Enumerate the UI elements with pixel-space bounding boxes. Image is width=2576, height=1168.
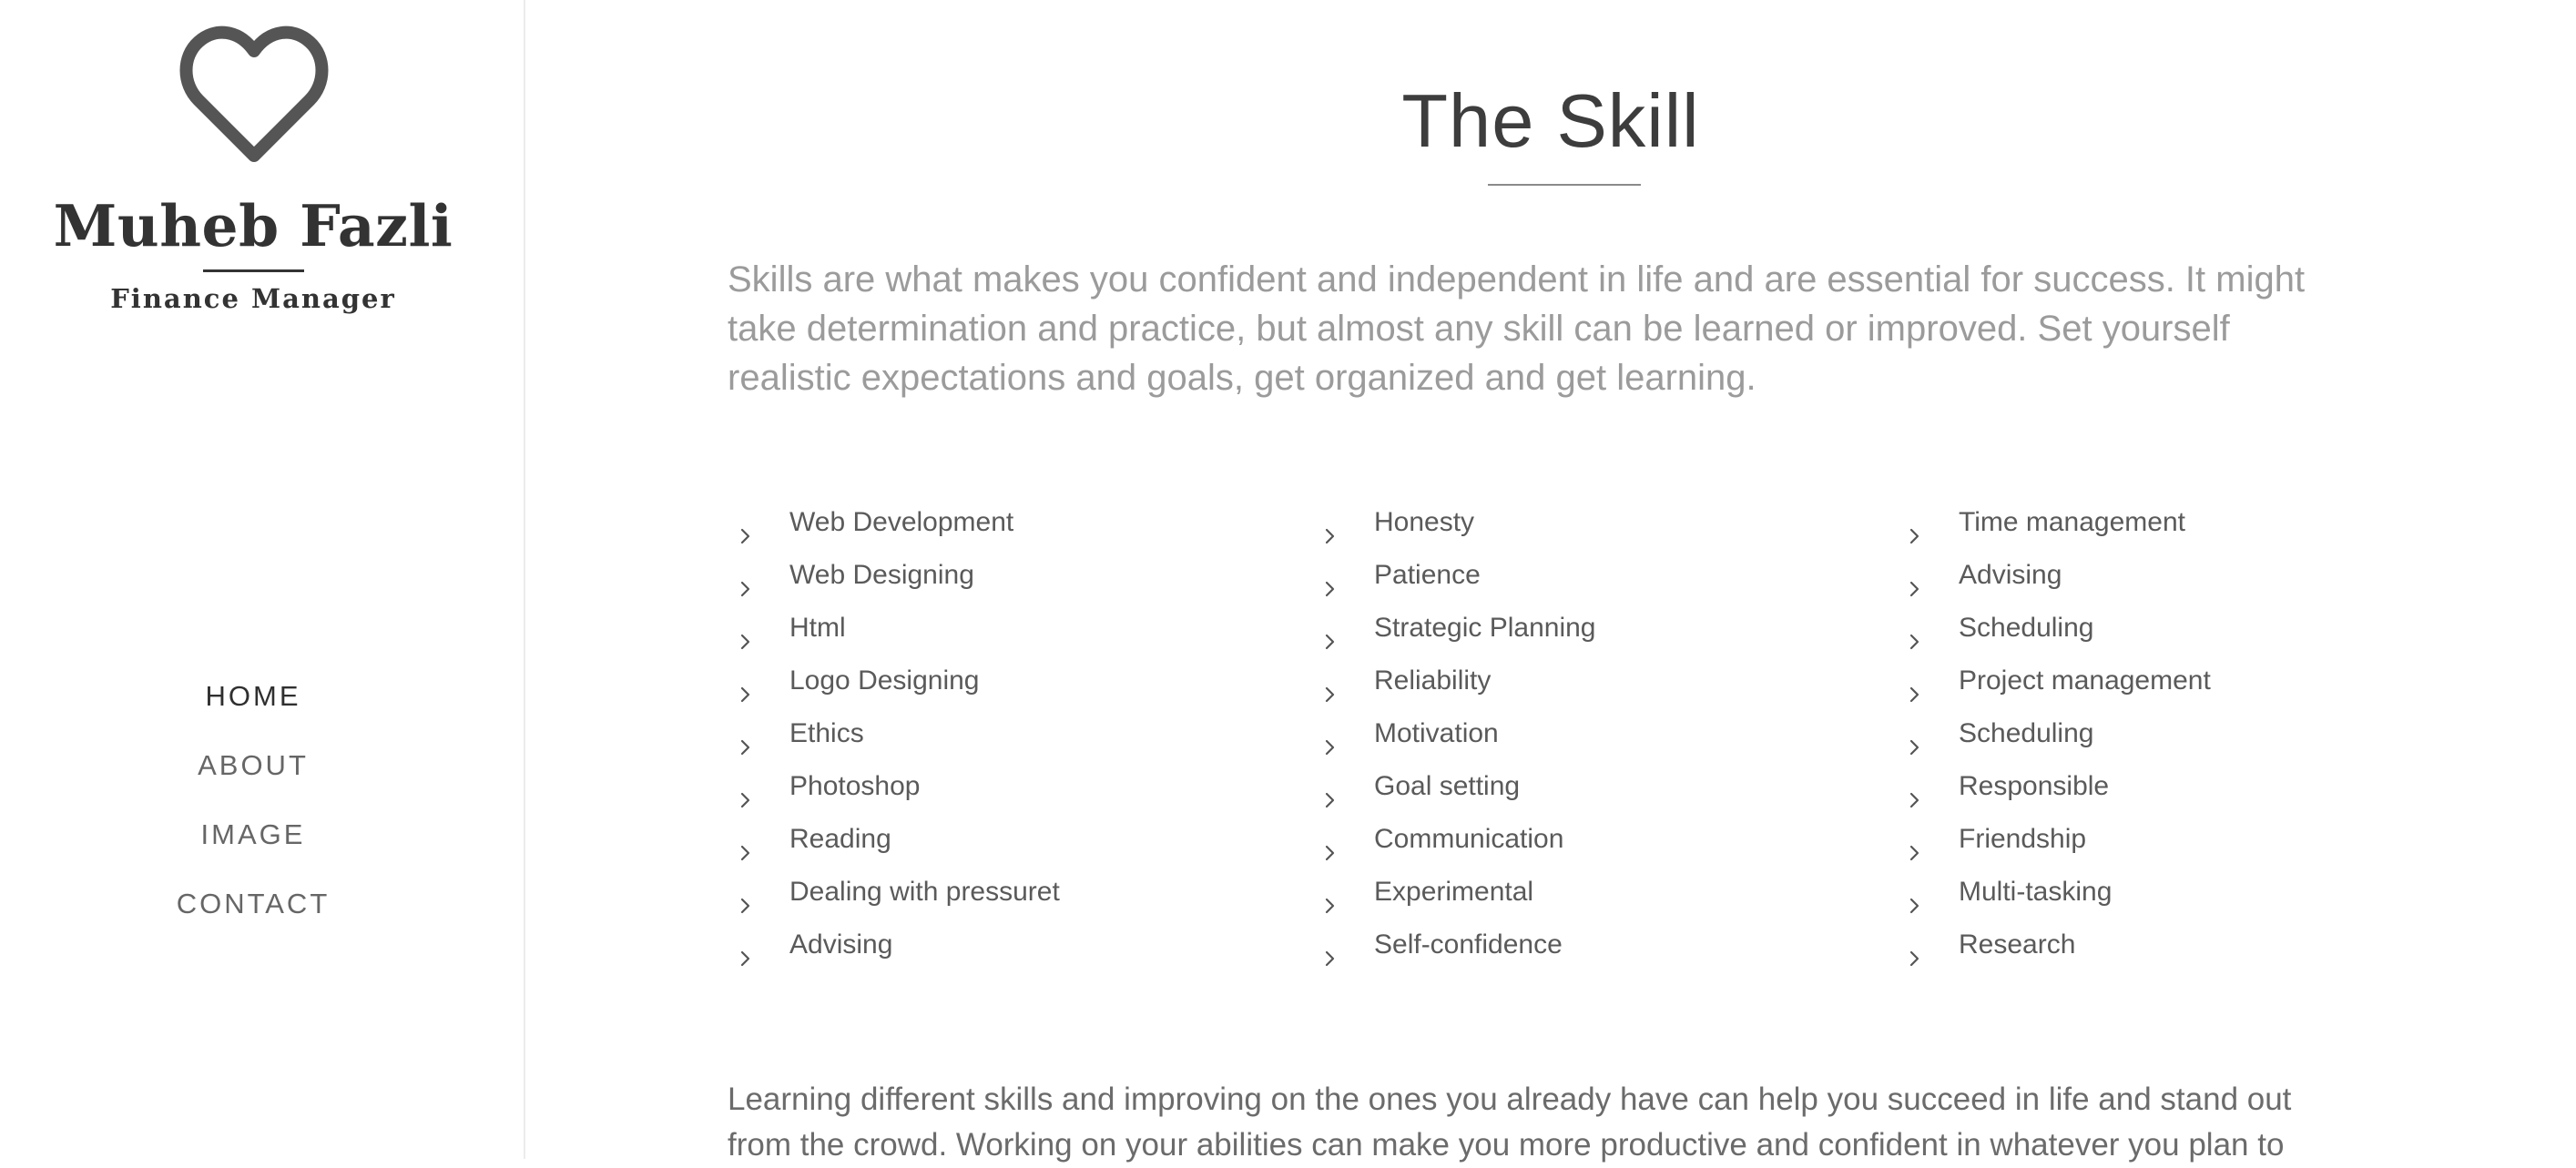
chevron-right-icon xyxy=(1906,775,1924,793)
skill-item xyxy=(1897,707,2461,760)
skills-column-2 xyxy=(1312,496,1877,971)
chevron-right-icon xyxy=(1906,511,1924,529)
skill-item xyxy=(1312,866,1877,919)
skill-label: Logo Designing xyxy=(789,665,980,696)
skill-item xyxy=(728,496,1292,549)
brand-divider xyxy=(203,269,304,272)
skill-item xyxy=(728,813,1292,866)
chevron-right-icon xyxy=(1321,564,1339,582)
skill-item xyxy=(728,707,1292,760)
brand-role: Finance Manager xyxy=(110,283,396,314)
skill-item xyxy=(1312,549,1877,602)
skill-label: Html xyxy=(789,613,846,643)
chevron-right-icon xyxy=(1906,669,1924,687)
skill-label: Project management xyxy=(1959,665,2211,696)
skill-label: Responsible xyxy=(1959,771,2110,801)
skills-column-3 xyxy=(1897,496,2461,971)
skill-label: Scheduling xyxy=(1959,613,2094,643)
skill-label: Web Designing xyxy=(789,560,974,590)
skill-item xyxy=(1312,602,1877,655)
skill-label: Reliability xyxy=(1374,665,1492,696)
chevron-right-icon xyxy=(737,564,755,582)
chevron-right-icon xyxy=(1321,880,1339,899)
brand-name: Muheb Fazli xyxy=(53,192,453,259)
skill-label: Honesty xyxy=(1374,507,1475,537)
skills-column-1 xyxy=(728,496,1292,971)
skill-item xyxy=(728,919,1292,971)
skill-item xyxy=(1312,760,1877,813)
skill-label: Ethics xyxy=(789,718,864,748)
chevron-right-icon xyxy=(1906,722,1924,740)
skill-label: Communication xyxy=(1374,824,1564,854)
skill-item xyxy=(1312,707,1877,760)
skill-label: Patience xyxy=(1374,560,1481,590)
skill-label: Multi-tasking xyxy=(1959,877,2113,907)
skill-label: Web Development xyxy=(789,507,1014,537)
chevron-right-icon xyxy=(737,511,755,529)
chevron-right-icon xyxy=(1321,722,1339,740)
skill-item xyxy=(1897,813,2461,866)
skill-item xyxy=(1897,760,2461,813)
skill-item xyxy=(728,602,1292,655)
chevron-right-icon xyxy=(1321,775,1339,793)
skill-item xyxy=(1897,919,2461,971)
outro-text: Learning different skills and improving on the ones you already have can help you succeed in life and stand out from the crowd. Working on your abilities can make you more productive and confident in whatever you plan to xyxy=(728,1082,2292,1163)
skill-label: Dealing with pressuret xyxy=(789,877,1060,907)
skill-label: Research xyxy=(1959,929,2076,960)
skill-item xyxy=(1897,602,2461,655)
skill-item xyxy=(728,549,1292,602)
skill-item xyxy=(728,866,1292,919)
skill-label: Reading xyxy=(789,824,891,854)
intro-text: Skills are what makes you confident and independent in life and are essential for success. It might take determination and practice, but almost any skill can be learned or improved. Set yourself realistic expectations and goals, get organized and get learning. xyxy=(728,259,2306,398)
skill-label: Strategic Planning xyxy=(1374,613,1596,643)
skill-item xyxy=(1897,496,2461,549)
chevron-right-icon xyxy=(1906,564,1924,582)
title-divider xyxy=(1488,184,1641,186)
chevron-right-icon xyxy=(1321,828,1339,846)
skill-item xyxy=(1312,496,1877,549)
chevron-right-icon xyxy=(1321,616,1339,635)
skill-label: Motivation xyxy=(1374,718,1499,748)
chevron-right-icon xyxy=(737,933,755,951)
chevron-right-icon xyxy=(1906,828,1924,846)
skill-item xyxy=(1897,549,2461,602)
skill-item xyxy=(1312,919,1877,971)
skill-label: Self-confidence xyxy=(1374,929,1563,960)
skill-label: Goal setting xyxy=(1374,771,1521,801)
chevron-right-icon xyxy=(1321,511,1339,529)
skill-label: Photoshop xyxy=(789,771,921,801)
sidebar xyxy=(0,0,525,1159)
skill-item xyxy=(1312,813,1877,866)
nav-image[interactable]: IMAGE xyxy=(200,818,306,850)
skill-label: Advising xyxy=(789,929,893,960)
skill-label: Friendship xyxy=(1959,824,2087,854)
skill-item xyxy=(1897,655,2461,707)
page-title: The Skill xyxy=(1401,78,1700,163)
chevron-right-icon xyxy=(1321,933,1339,951)
main-nav xyxy=(0,670,506,947)
skill-label: Time management xyxy=(1959,507,2185,537)
chevron-right-icon xyxy=(737,828,755,846)
skill-item xyxy=(728,655,1292,707)
skill-item xyxy=(1897,866,2461,919)
skill-label: Experimental xyxy=(1374,877,1534,907)
chevron-right-icon xyxy=(737,722,755,740)
nav-home[interactable]: HOME xyxy=(205,680,301,712)
chevron-right-icon xyxy=(737,775,755,793)
nav-about[interactable]: ABOUT xyxy=(198,749,309,781)
chevron-right-icon xyxy=(1906,933,1924,951)
main-content xyxy=(525,0,2576,1163)
nav-contact[interactable]: CONTACT xyxy=(176,888,331,919)
skill-item xyxy=(728,760,1292,813)
chevron-right-icon xyxy=(1906,880,1924,899)
chevron-right-icon xyxy=(1321,669,1339,687)
heart-icon[interactable] xyxy=(178,24,330,166)
skill-item xyxy=(1312,655,1877,707)
skill-label: Advising xyxy=(1959,560,2062,590)
chevron-right-icon xyxy=(1906,616,1924,635)
chevron-right-icon xyxy=(737,616,755,635)
skill-label: Scheduling xyxy=(1959,718,2094,748)
chevron-right-icon xyxy=(737,880,755,899)
chevron-right-icon xyxy=(737,669,755,687)
